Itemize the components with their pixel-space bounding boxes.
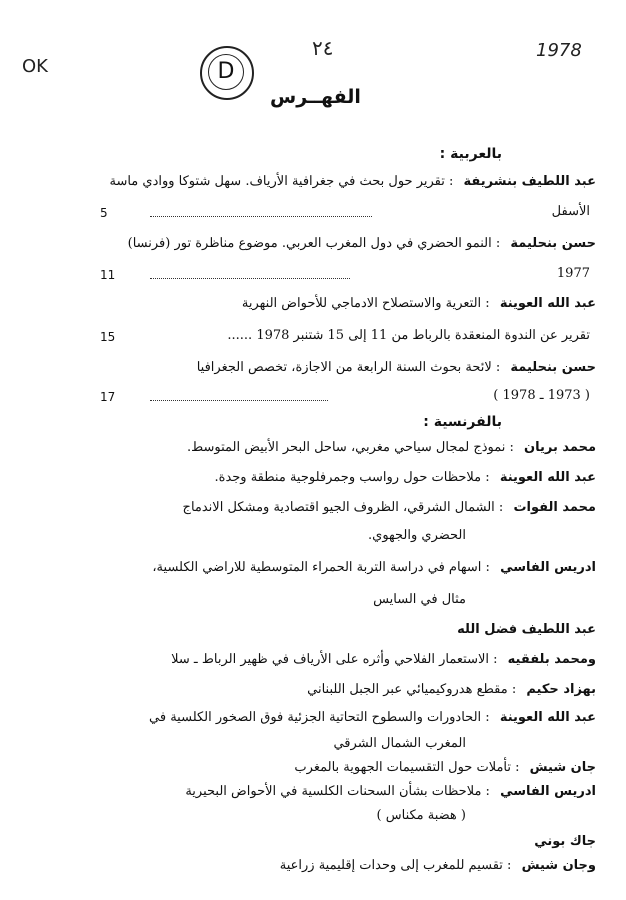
toc-entry: [30, 784, 596, 799]
entry-page-number: 17: [100, 390, 116, 404]
entry-title-continued: المغرب الشمال الشرقي: [333, 736, 466, 751]
entry-author: جاك بوني: [534, 834, 596, 849]
toc-entry: [30, 470, 596, 485]
entry-author: حسن بنحليمة: [510, 360, 596, 375]
entry-title: : النمو الحضري في دول المغرب العربي. موضوع مناظرة تور (فرنسا): [127, 236, 501, 251]
toc-entry: [30, 560, 596, 575]
entry-title-continued: مثال في السايس: [373, 592, 466, 607]
entry-author: ادريس الفاسي: [500, 560, 596, 575]
entry-title-continued: ( هضبة مكناس ): [376, 808, 466, 823]
toc-entry: [30, 682, 596, 697]
entry-page-number: 15: [100, 330, 116, 344]
toc-entry: [30, 858, 596, 873]
entry-title-continued: ( 1973 ـ 1978 ): [493, 388, 590, 403]
handwritten-ok-note: OK: [22, 56, 48, 77]
entry-author: عبد الله العوينة: [499, 296, 596, 311]
entry-author: حسن بنحليمة: [510, 236, 596, 251]
entry-title-continued: الأسفل: [551, 204, 590, 219]
entry-author: بهزاد حكيم: [526, 682, 596, 697]
entry-title: : الاستعمار الفلاحي وأثره على الأرياف في ظهير الرباط ـ سلا: [171, 652, 498, 667]
toc-entry: [30, 500, 596, 515]
page-title: الفهــرس: [270, 86, 361, 108]
entry-title: : الحادورات والسطوح التحاتية الجزئية فوق الصخور الكلسية في: [149, 710, 490, 725]
section-arabic-heading: بالعربية :: [439, 146, 502, 162]
entry-title-continued: تقرير عن الندوة المنعقدة بالرباط من 11 إلى 15 شتنبر 1978 ......: [227, 328, 590, 343]
toc-entry: [30, 440, 596, 455]
toc-entry: [30, 296, 596, 311]
entry-author: عبد الله العوينة: [499, 470, 596, 485]
entry-title: : ملاحظات حول رواسب وجمرفلوجية منطقة وجدة.: [214, 470, 490, 485]
entry-title: : نموذج لمجال سياحي مغربي، ساحل البحر الأبيض المتوسط.: [187, 440, 514, 455]
entry-page-number: 5: [100, 206, 108, 220]
entry-title: : تقرير حول بحث في جغرافية الأرياف. سهل شتوكا ووادي ماسة: [109, 174, 454, 189]
handwritten-page-number: ٢٤: [312, 36, 334, 60]
entry-author: عبد الله العوينة: [499, 710, 596, 725]
entry-author: وجان شيش: [521, 858, 596, 873]
entry-author: ومحمد بلفقيه: [507, 652, 596, 667]
entry-title: : التعرية والاستصلاح الادماجي للأحواض النهرية: [241, 296, 490, 311]
toc-entry: [30, 834, 596, 849]
entry-author: محمد بريان: [524, 440, 596, 455]
entry-author: عبد اللطيف بنشريفة: [463, 174, 596, 189]
entry-author: جان شيش: [529, 760, 596, 775]
entry-author: ادريس الفاسي: [500, 784, 596, 799]
toc-entry: [30, 652, 596, 667]
entry-author: عبد اللطيف فضل الله: [457, 622, 596, 637]
entry-title-continued: 1977: [556, 266, 590, 281]
entry-title: : مقطع هدروكيميائي عبر الجبل اللبناني: [307, 682, 517, 697]
section-french-heading: بالفرنسية :: [423, 414, 502, 430]
toc-entry: [30, 236, 596, 251]
toc-entry: [30, 710, 596, 725]
toc-entry: [30, 622, 596, 637]
entry-page-number: 11: [100, 268, 116, 282]
toc-entry: [30, 760, 596, 775]
entry-title: : اسهام في دراسة التربة الحمراء المتوسطية للاراضي الكلسية،: [152, 560, 490, 575]
circle-stamp: [200, 46, 254, 100]
entry-title: : الشمال الشرقي، الظروف الجيو اقتصادية ومشكل الاندماج: [182, 500, 504, 515]
entry-title: : ملاحظات بشأن السحنات الكلسية في الأحواض البحيرية: [185, 784, 490, 799]
leader-dots: [150, 216, 372, 217]
entry-title: : تقسيم للمغرب إلى وحدات إقليمية زراعية: [279, 858, 512, 873]
toc-entry: [30, 360, 596, 375]
entry-title: : لائحة بحوث السنة الرابعة من الاجازة، تخصص الجغرافيا: [196, 360, 501, 375]
entry-author: محمد الفوات: [513, 500, 596, 515]
leader-dots: [150, 278, 350, 279]
toc-entry: [30, 174, 596, 189]
entry-title-continued: الحضري والجهوي.: [368, 528, 466, 543]
entry-title: : تأملات حول التقسيمات الجهوية بالمغرب: [294, 760, 520, 775]
leader-dots: [150, 400, 328, 401]
stamp-letter: D: [208, 54, 244, 90]
handwritten-year: 1978: [536, 40, 582, 61]
